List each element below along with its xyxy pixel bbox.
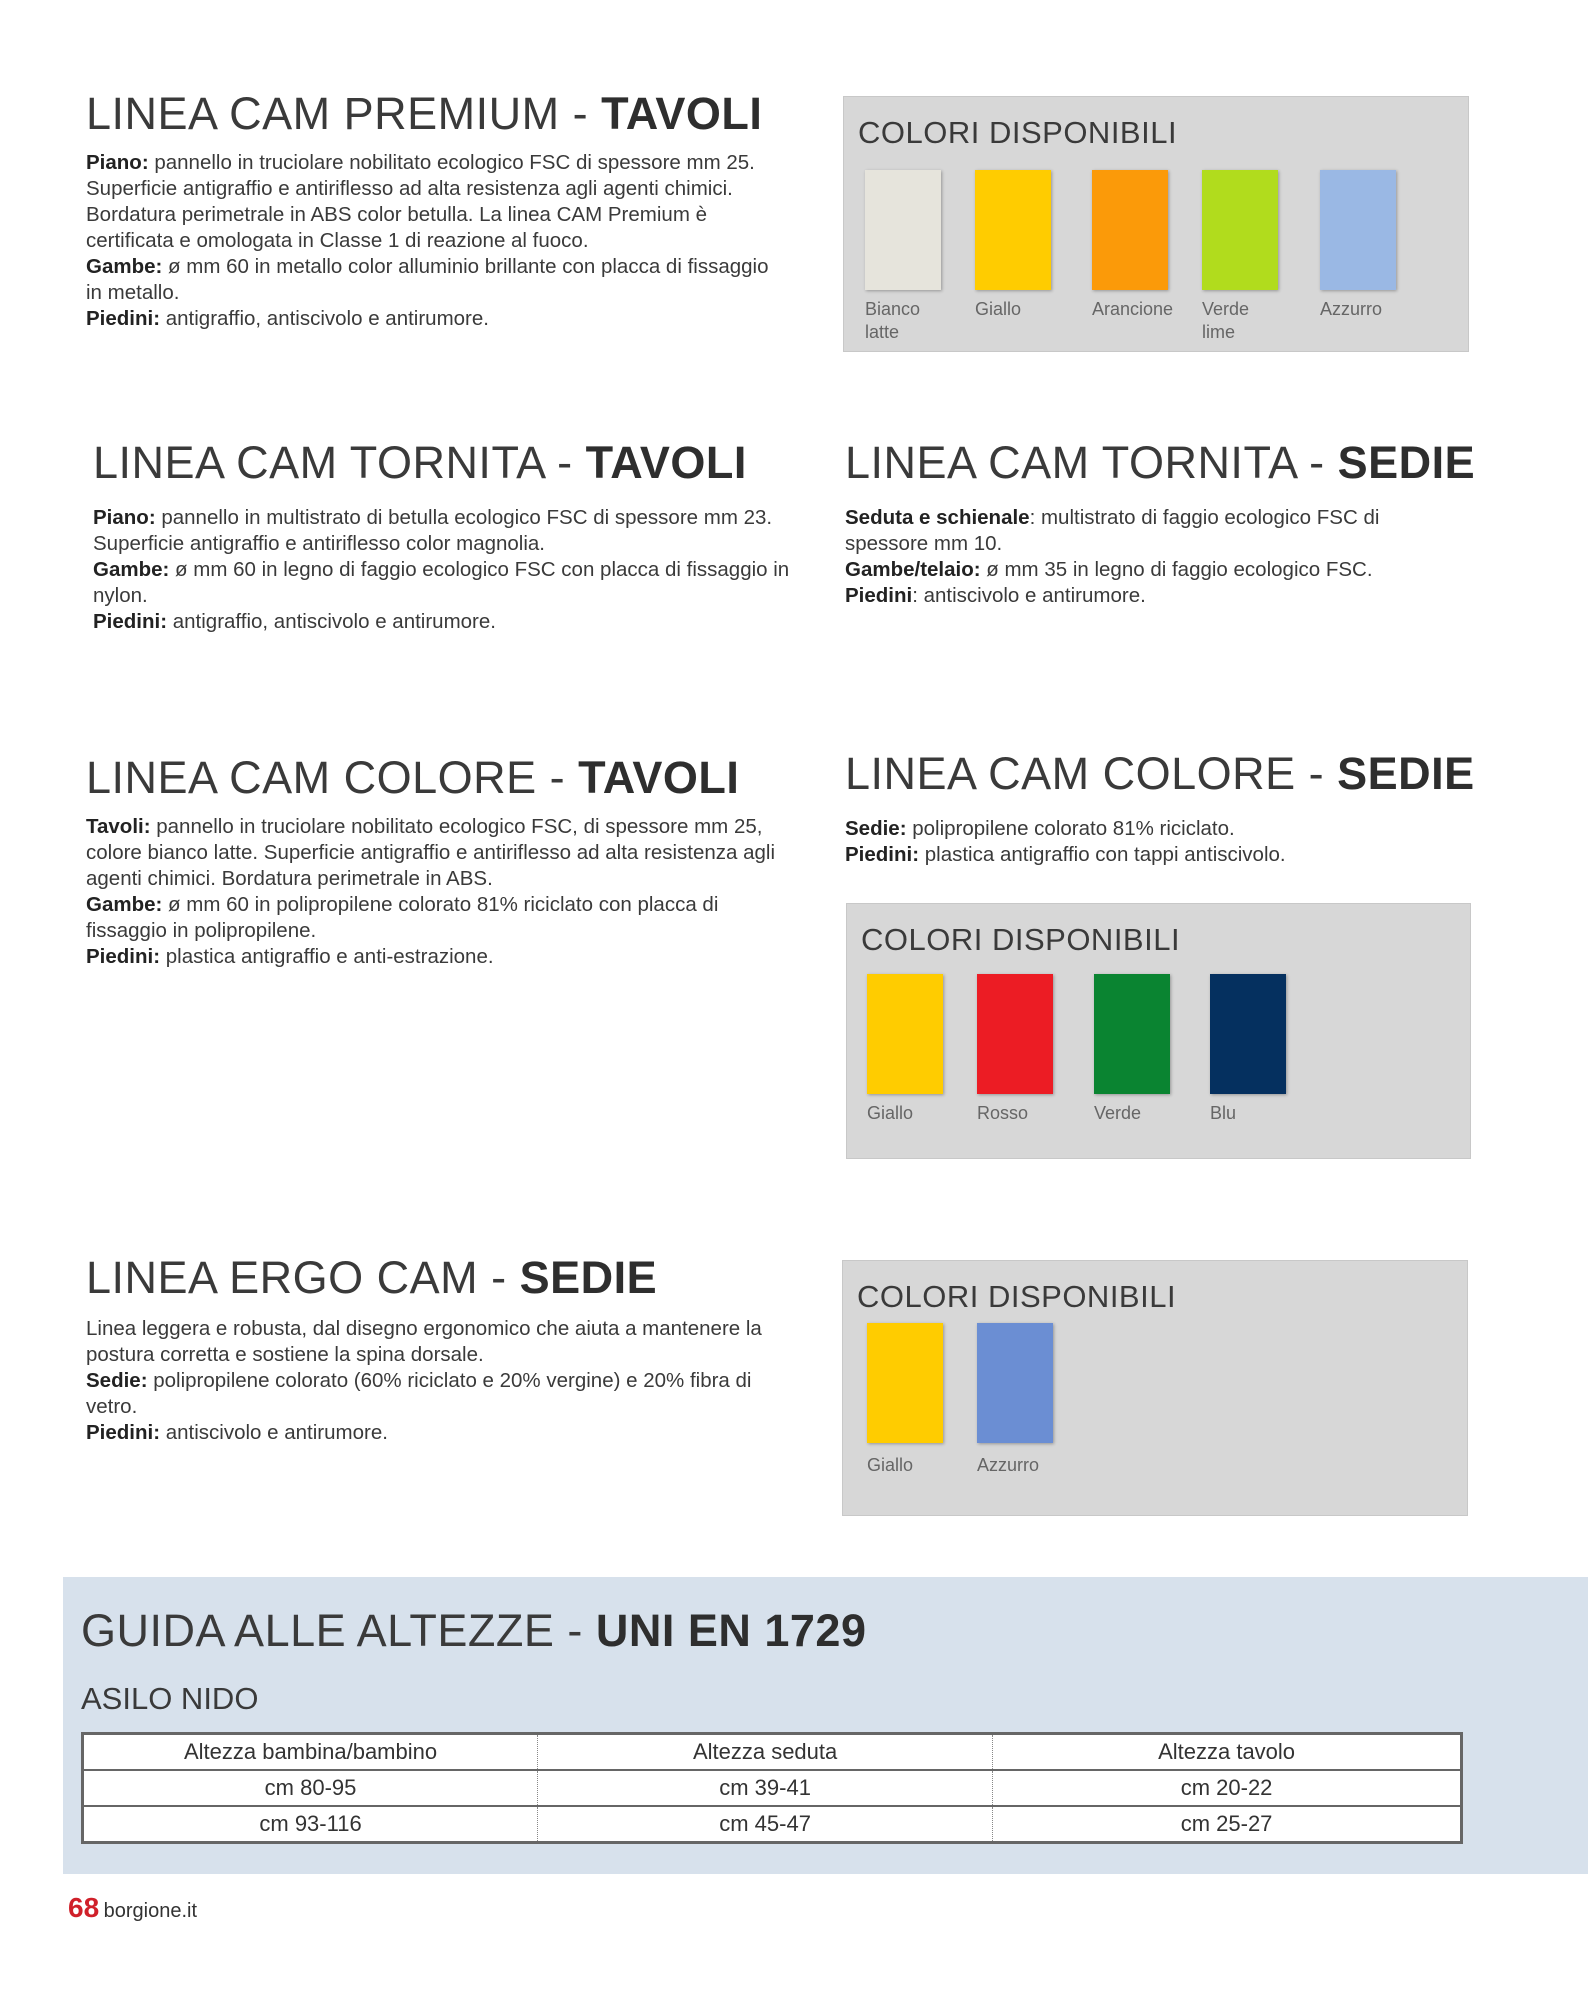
swatch-label: Verde xyxy=(1094,1103,1142,1123)
tornita-sedie-description: Seduta e schienale: multistrato di faggio ecologico FSC di spessore mm 10. Gambe/telaio: ø mm 35 in legno di faggio ecologico FSC. Piedini: antiscivolo e antirumore. xyxy=(845,506,1380,607)
colors-panel-title: COLORI DISPONIBILI xyxy=(857,1279,1177,1314)
colors-panel-ergo xyxy=(842,1260,1468,1516)
ergo-description: Linea leggera e robusta, dal disegno ergonomico che aiuta a mantenere la postura corretta e sostiene la spina dorsale. Sedie: polipropilene colorato (60% riciclato e 20% vergine) e 20% fibra di vetro. Piedini: antiscivolo e antirumore. xyxy=(86,1317,762,1444)
table-row xyxy=(83,1770,1462,1806)
section-tornita-sedie xyxy=(845,437,1476,609)
section-colore-sedie xyxy=(845,748,1475,868)
colors-panel-premium xyxy=(843,96,1469,352)
height-guide-subtitle: ASILO NIDO xyxy=(81,1681,259,1716)
swatch-azzurro xyxy=(1320,170,1396,290)
swatch-giallo xyxy=(975,170,1051,290)
tornita-sedie-title: LINEA CAM TORNITA - SEDIE xyxy=(845,437,1476,488)
page-number: 68 xyxy=(68,1892,100,1923)
swatch-bianco-latte xyxy=(865,170,941,290)
swatch-giallo xyxy=(867,974,943,1094)
swatch-label: Verde lime xyxy=(1202,299,1250,342)
table-header-cell: Altezza tavolo xyxy=(993,1734,1462,1771)
section-ergo-sedie xyxy=(86,1252,786,1446)
tornita-tavoli-title: LINEA CAM TORNITA - TAVOLI xyxy=(93,437,747,488)
site-link[interactable]: borgione.it xyxy=(103,1900,198,1922)
ergo-title: LINEA ERGO CAM - SEDIE xyxy=(86,1252,658,1303)
swatch-label: Arancione xyxy=(1092,299,1174,319)
table-header-row xyxy=(83,1734,1462,1771)
section-colore-tavoli xyxy=(86,752,786,970)
height-table xyxy=(81,1732,1463,1844)
table-cell: cm 20-22 xyxy=(993,1770,1462,1806)
premium-description: Piano: pannello in truciolare nobilitato ecologico FSC di spessore mm 25. Superficie antigraffio e antiriflesso ad alta resistenza agli agenti chimici. Bordatura perimetrale in ABS color betulla. La linea CAM Premium è certificata e omologata in Classe 1 di reazione al fuoco. Gambe: ø mm 60 in metallo color alluminio brillante con placca di fissaggio in metallo. Piedini: antigraffio, antiscivolo e antirumore. xyxy=(86,151,769,330)
table-cell: cm 45-47 xyxy=(538,1806,993,1843)
swatch-arancione xyxy=(1092,170,1168,290)
swatch-label: Giallo xyxy=(867,1455,914,1475)
height-guide-title: GUIDA ALLE ALTEZZE - UNI EN 1729 xyxy=(81,1605,867,1656)
swatch-rosso xyxy=(977,974,1053,1094)
swatch-label: Blu xyxy=(1210,1103,1237,1123)
table-header-cell: Altezza bambina/bambino xyxy=(183,1739,438,1764)
swatch-label: Bianco latte xyxy=(865,299,921,342)
swatch-verde xyxy=(1094,974,1170,1094)
table-cell: cm 80-95 xyxy=(83,1770,538,1806)
section-premium-tavoli xyxy=(86,88,786,332)
swatch-giallo xyxy=(867,1323,943,1443)
swatch-azzurro xyxy=(977,1323,1053,1443)
swatch-verde-lime xyxy=(1202,170,1278,290)
colore-sedie-description: Sedie: polipropilene colorato 81% riciclato. Piedini: plastica antigraffio con tappi antiscivolo. xyxy=(845,817,1286,866)
colore-tavoli-title: LINEA CAM COLORE - TAVOLI xyxy=(86,752,740,803)
table-cell: cm 93-116 xyxy=(83,1806,538,1843)
colors-panel-colore xyxy=(846,903,1471,1159)
table-cell: cm 25-27 xyxy=(993,1806,1462,1843)
premium-title: LINEA CAM PREMIUM - TAVOLI xyxy=(86,88,763,139)
table-cell: cm 39-41 xyxy=(538,1770,993,1806)
swatch-label: Azzurro xyxy=(977,1455,1040,1475)
swatch-blu xyxy=(1210,974,1286,1094)
table-row xyxy=(83,1806,1462,1843)
swatch-label: Giallo xyxy=(867,1103,914,1123)
section-tornita-tavoli xyxy=(93,437,793,635)
swatch-label: Giallo xyxy=(975,299,1022,319)
colore-tavoli-description: Tavoli: pannello in truciolare nobilitato ecologico FSC, di spessore mm 25, colore bianco latte. Superficie antigraffio e antiriflesso ad alta resistenza agli agenti chimici. Bordatura perimetrale in ABS. Gambe: ø mm 60 in polipropilene colorato 81% riciclato con placca di fissaggio in polipropilene. Piedini: plastica antigraffio e anti-estrazione. xyxy=(86,815,776,968)
colors-panel-title: COLORI DISPONIBILI xyxy=(861,922,1181,957)
table-header-cell: Altezza seduta xyxy=(538,1734,993,1771)
page-footer xyxy=(68,1892,197,1924)
swatch-label: Rosso xyxy=(977,1103,1029,1123)
swatch-label: Azzurro xyxy=(1320,299,1383,319)
colore-sedie-title: LINEA CAM COLORE - SEDIE xyxy=(845,748,1475,799)
height-guide-box xyxy=(63,1577,1588,1874)
tornita-tavoli-description: Piano: pannello in multistrato di betulla ecologico FSC di spessore mm 23. Superficie antigraffio e antiriflesso color magnolia. Gambe: ø mm 60 in legno di faggio ecologico FSC con placca di fissaggio in nylon. Piedini: antigraffio, antiscivolo e antirumore. xyxy=(93,506,790,633)
colors-panel-title: COLORI DISPONIBILI xyxy=(858,115,1178,150)
